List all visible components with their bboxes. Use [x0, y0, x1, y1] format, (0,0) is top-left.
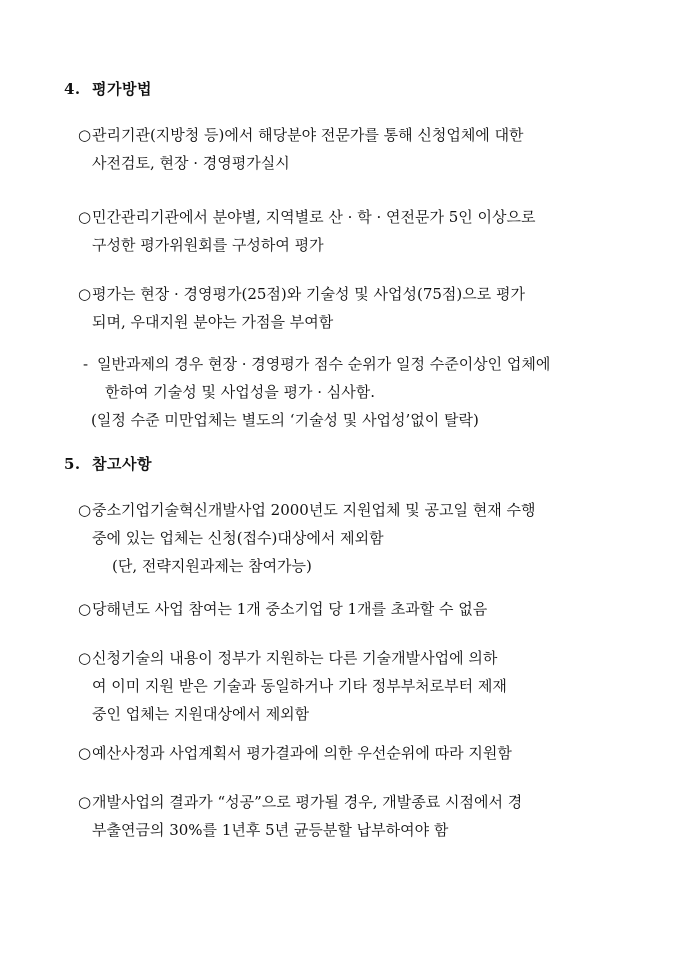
item-text: 중소기업기술혁신개발사업 2000년도 지원업체 및 공고일 현재 수행 — [92, 501, 536, 519]
section-title: 참고사항 — [92, 455, 152, 473]
list-item — [78, 496, 626, 580]
section-5-heading — [64, 453, 152, 474]
item-text: 신청기술의 내용이 정부가 지원하는 다른 기술개발사업에 의하 — [92, 649, 498, 667]
circle-bullet-icon: ○ — [78, 285, 92, 303]
list-item — [78, 644, 626, 728]
section-number: 5. — [64, 455, 81, 473]
circle-bullet-icon: ○ — [78, 649, 92, 667]
circle-bullet-icon: ○ — [78, 600, 92, 618]
item-text: 관리기관(지방청 등)에서 해당분야 전문가를 통해 신청업체에 대한 — [92, 126, 524, 144]
section-number: 4. — [64, 80, 81, 98]
list-item — [78, 280, 626, 336]
list-item — [78, 739, 626, 767]
item-text: 일반과제의 경우 현장 · 경영평가 점수 순위가 일정 수준이상인 업체에 — [97, 355, 551, 373]
circle-bullet-icon: ○ — [78, 208, 92, 226]
item-text: 중인 업체는 지원대상에서 제외함 — [92, 705, 310, 723]
circle-bullet-icon: ○ — [78, 126, 92, 144]
dash-bullet-icon: - — [83, 355, 89, 373]
item-text: 사전검토, 현장 · 경영평가실시 — [92, 154, 290, 172]
circle-bullet-icon: ○ — [78, 501, 92, 519]
item-text: 예산사정과 사업계획서 평가결과에 의한 우선순위에 따라 지원함 — [92, 744, 512, 762]
list-item — [78, 203, 626, 259]
item-text: 중에 있는 업체는 신청(접수)대상에서 제외함 — [92, 529, 384, 547]
item-text: 부출연금의 30%를 1년후 5년 균등분할 납부하여야 함 — [92, 821, 449, 839]
item-text: 평가는 현장 · 경영평가(25점)와 기술성 및 사업성(75점)으로 평가 — [92, 285, 525, 303]
item-note: (일정 수준 미만업체는 별도의 ‘기술성 및 사업성’없이 탈락) — [91, 411, 479, 429]
list-item — [78, 121, 626, 177]
list-item — [78, 595, 626, 623]
item-text: 여 이미 지원 받은 기술과 동일하거나 기타 정부부처로부터 제재 — [92, 677, 507, 695]
circle-bullet-icon: ○ — [78, 793, 92, 811]
item-text: 당해년도 사업 참여는 1개 중소기업 당 1개를 초과할 수 없음 — [92, 600, 488, 618]
item-text: 되며, 우대지원 분야는 가점을 부여함 — [92, 313, 334, 331]
item-note: (단, 전략지원과제는 참여가능) — [112, 557, 312, 575]
dash-list-item — [83, 350, 623, 434]
item-text: 개발사업의 결과가 “성공”으로 평가될 경우, 개발종료 시점에서 경 — [92, 793, 523, 811]
item-text: 한하여 기술성 및 사업성을 평가 · 심사함. — [105, 383, 375, 401]
list-item — [78, 788, 626, 844]
item-text: 민간관리기관에서 분야별, 지역별로 산 · 학 · 연전문가 5인 이상으로 — [92, 208, 536, 226]
section-title: 평가방법 — [92, 80, 152, 98]
item-text: 구성한 평가위원회를 구성하여 평가 — [92, 236, 324, 254]
section-4-heading — [64, 78, 152, 99]
circle-bullet-icon: ○ — [78, 744, 92, 762]
